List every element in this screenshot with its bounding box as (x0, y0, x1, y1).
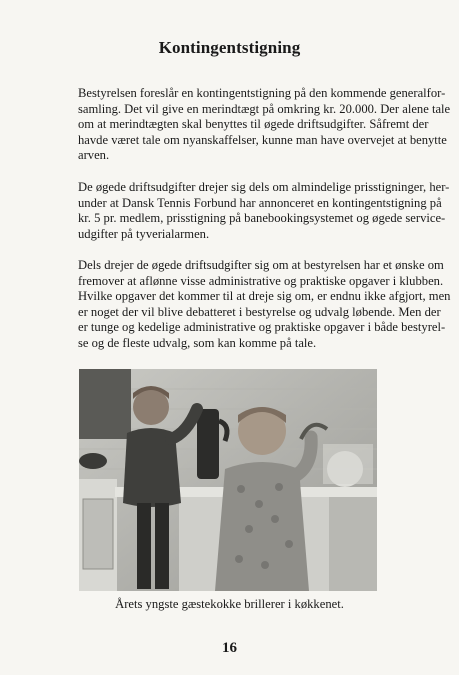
paragraph-2 (78, 180, 450, 242)
text-line: er noget der vil blive debatteret i bestyrelse og udvalg løbende. Men der (78, 304, 441, 319)
paragraph-3 (78, 258, 451, 352)
text-line: samling. Det vil give en merindtægt på omkring kr. 20.000. Der alene tale (78, 101, 451, 116)
text-line: Hvilke opgaver det kommer til at dreje sig om, er endnu ikke afgjort, men (78, 289, 451, 304)
text-line: havde været tale om nyanskaffelser, kunne man have overvejet at benytte (78, 132, 447, 147)
page-number: 16 (222, 640, 237, 656)
text-line: Dels drejer de øgede driftsudgifter sig om at bestyrelsen har et ønske om (78, 258, 444, 272)
text-line: under at Dansk Tennis Forbund har annonceret en kontingentstigning på (78, 195, 442, 210)
text-line: om at merindtægten skal benyttes til øgede driftsudgifter. Såfremt der (78, 117, 429, 132)
text-line: Bestyrelsen foreslår en kontingentstigning på den kommende generalfor- (78, 86, 446, 100)
text-line: se og de fleste udvalg, som kan komme på tale. (78, 335, 317, 350)
kitchen-photo (79, 369, 377, 591)
text-line: er tunge og kedelige administrative og praktiske opgaver i både bestyrel- (78, 320, 446, 335)
photo-caption: Årets yngste gæstekokke brillerer i køkkenet. (115, 597, 344, 611)
text-line: fremover at aflønne visse administrative og praktiske opgaver i klubben. (78, 273, 444, 288)
text-line: De øgede driftsudgifter drejer sig dels om almindelige prisstigninger, her- (78, 180, 450, 194)
text-line: kr. 5 pr. medlem, prisstigning på banebookingsystemet og øgede service- (78, 211, 446, 226)
paragraph-1 (78, 86, 451, 164)
text-line: udgifter på tyverialarmen. (78, 226, 210, 241)
text-line: arven. (78, 148, 110, 163)
article-title: Kontingentstigning (158, 38, 301, 57)
kitchen-photo-illustration (79, 369, 377, 591)
